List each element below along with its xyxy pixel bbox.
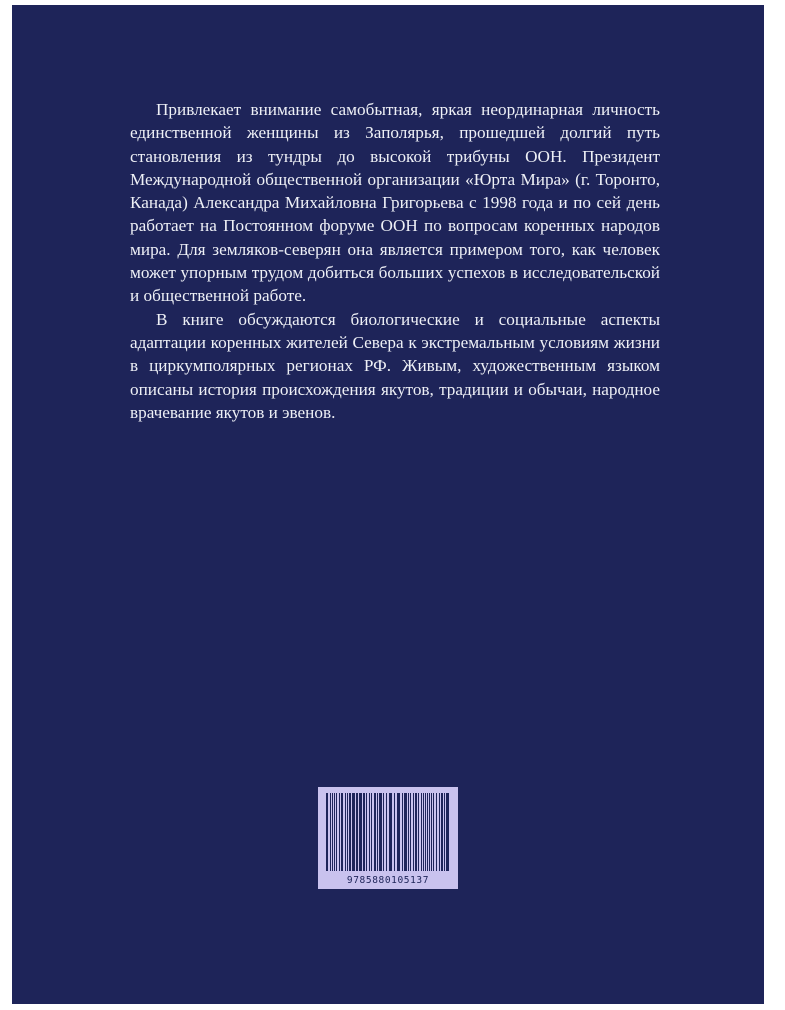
back-cover: [12, 5, 764, 1004]
barcode-bar: [366, 793, 367, 871]
barcode-bar: [441, 793, 443, 871]
barcode-bar: [425, 793, 426, 871]
annotation-paragraph-2: В книге обсуждаются биологические и социальные аспекты адаптации коренных жителей Севера к экстремальным условиям жизни в циркумполярных регионах РФ. Живым, художественным языком описаны история происхождения якутов, традиции и обычаи, народное врачевание якутов и эвенов.: [130, 309, 660, 422]
barcode-bar: [389, 793, 392, 871]
barcode-bar: [377, 793, 378, 871]
barcode-bar: [446, 793, 449, 871]
annotation-text: [130, 98, 660, 424]
barcode-bar: [427, 793, 428, 871]
barcode-bar: [386, 793, 387, 871]
barcode-bar: [345, 793, 346, 871]
barcode-bar: [347, 793, 348, 871]
barcode-bar: [363, 793, 365, 871]
barcode-bar: [383, 793, 384, 871]
barcode-bar: [332, 793, 333, 871]
barcode-bar: [341, 793, 343, 871]
barcode-bar: [433, 793, 434, 871]
barcode-bar: [359, 793, 362, 871]
barcode-bar: [356, 793, 358, 871]
barcode-bar: [379, 793, 382, 871]
barcode-bar: [415, 793, 417, 871]
barcode-bar: [410, 793, 411, 871]
barcode-bar: [436, 793, 437, 871]
barcode-bar: [339, 793, 340, 871]
barcode-bar: [336, 793, 337, 871]
barcode-bar: [408, 793, 409, 871]
barcode-bars: [324, 793, 452, 871]
barcode-bar: [444, 793, 445, 871]
barcode-bar: [334, 793, 335, 871]
barcode-bar: [402, 793, 403, 871]
barcode-bar: [404, 793, 407, 871]
isbn-barcode: [318, 787, 458, 889]
barcode-digits: 9785880105137: [346, 875, 430, 886]
barcode-bar: [397, 793, 400, 871]
barcode-bar: [349, 793, 351, 871]
barcode-bar: [429, 793, 430, 871]
barcode-bar: [374, 793, 376, 871]
barcode-bar: [352, 793, 355, 871]
barcode-bar: [326, 793, 328, 871]
barcode-bar: [418, 793, 419, 871]
barcode-bar: [423, 793, 424, 871]
barcode-bar: [421, 793, 422, 871]
barcode-bar: [413, 793, 414, 871]
barcode-bar: [394, 793, 395, 871]
barcode-bar: [439, 793, 440, 871]
barcode-bar: [369, 793, 370, 871]
barcode-bar: [330, 793, 331, 871]
annotation-paragraph-1: Привлекает внимание самобытная, яркая неординарная личность единственной женщины из Заполярья, прошедшей долгий путь становления из тундры до высокой трибуны ООН. Президент Международной общественной организации «Юрта Мира» (г. Торонто, Канада) Александра Михайловна Григорьева с 1998 года и по сей день работает на Постоянном форуме ООН по вопросам коренных народов мира. Для земляков-северян она является примером того, как человек может упорным трудом добиться больших успехов в исследовательской и общественной работе.: [130, 100, 660, 306]
barcode-bar: [371, 793, 372, 871]
barcode-bar: [431, 793, 432, 871]
